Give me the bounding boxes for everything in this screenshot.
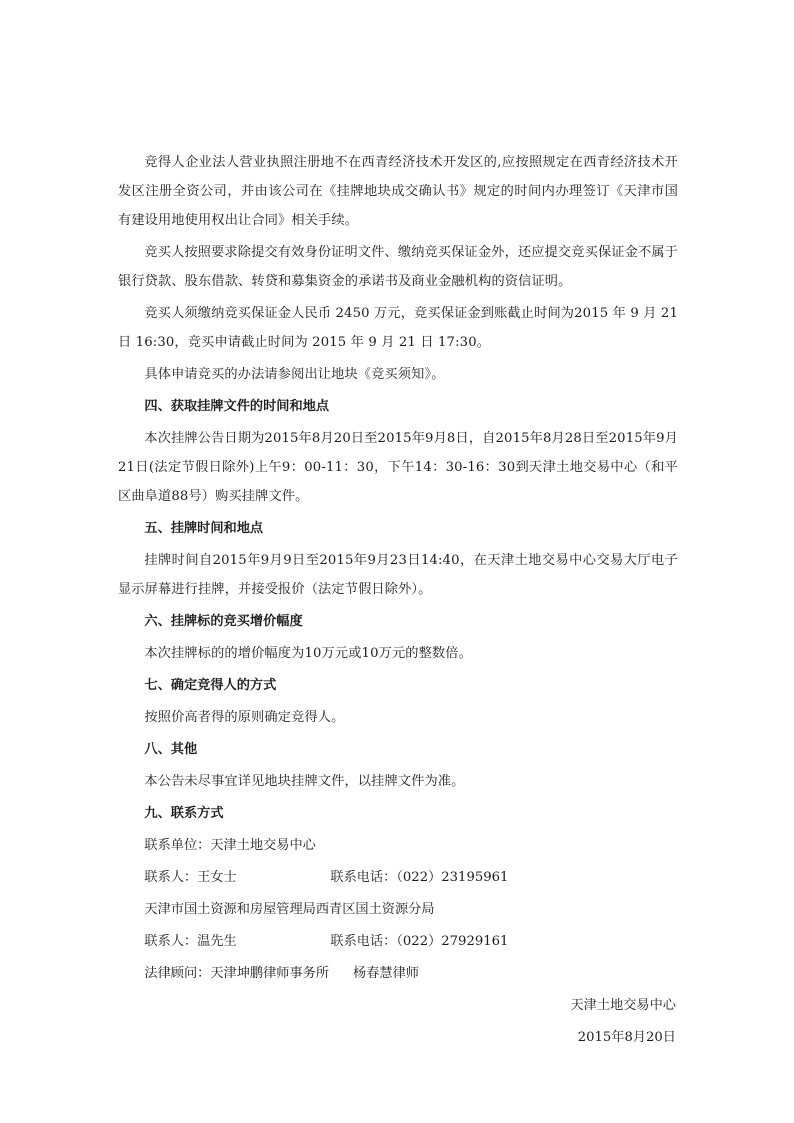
- contact-phone-2: 联系电话：（022）27929161: [330, 934, 509, 949]
- paragraph-requirements: 竞买人按照要求除提交有效身份证明文件、缴纳竞买保证金外，还应提交竞买保证金不属于银行贷款、股东借款、转贷和募集资金的承诺书及商业金融机构的资信证明。: [118, 245, 678, 289]
- contact-row-1: [118, 863, 678, 892]
- section-body-obtain-documents: 本次挂牌公告日期为2015年8月20日至2015年9月8日，自2015年8月28日至2015年9月21日(法定节假日除外)上午9：00-11：30，下午14：30-16：30到天津土地交易中心（和平区曲阜道88号）购买挂牌文件。: [118, 431, 678, 504]
- contact-row-2: [118, 927, 678, 956]
- section-body-listing-time: 挂牌时间自2015年9月9日至2015年9月23日14:40，在天津土地交易中心交易大厅电子显示屏幕进行挂牌，并接受报价（法定节假日除外）。: [118, 553, 678, 597]
- section-body-other: 本公告未尽事宜详见地块挂牌文件，以挂牌文件为准。: [144, 774, 465, 789]
- legal-lawyer: 杨春慧律师: [353, 966, 419, 981]
- section-heading-obtain-documents: 四、获取挂牌文件的时间和地点: [144, 399, 330, 414]
- section-heading-price-increment: 六、挂牌标的竞买增价幅度: [144, 614, 303, 629]
- signature-date: 2015年8月20日: [577, 1030, 676, 1045]
- document-page: [118, 148, 678, 1055]
- contact-unit-1: 联系单位：天津土地交易中心: [144, 838, 316, 853]
- paragraph-deposit: 竞买人须缴纳竞买保证金人民币 2450 万元，竞买保证金到账截止时间为2015 年 9 月 21 日 16:30，竞买申请截止时间为 2015 年 9 月 21 日 17:30。: [118, 306, 678, 350]
- paragraph-bidding-rules: 具体申请竞买的办法请参阅出让地块《竞买须知》。: [144, 367, 445, 382]
- section-heading-other: 八、其他: [144, 742, 198, 757]
- section-body-price-increment: 本次挂牌标的的增价幅度为10万元或10万元的整数倍。: [144, 646, 472, 661]
- section-heading-contact: 九、联系方式: [144, 806, 224, 821]
- legal-advisor-row: [118, 959, 678, 988]
- section-body-winner-method: 按照价高者得的原则确定竞得人。: [144, 710, 345, 725]
- contact-person-1: 联系人：王女士: [144, 870, 237, 885]
- paragraph-registration: 竞得人企业法人营业执照注册地不在西青经济技术开发区的,应按照规定在西青经济技术开发区注册全资公司，并由该公司在《挂牌地块成交确认书》规定的时间内办理签订《天津市国有建设用地使用权出让合同》相关手续。: [118, 155, 678, 228]
- section-heading-listing-time: 五、挂牌时间和地点: [144, 521, 264, 536]
- contact-unit-2: 天津市国土资源和房屋管理局西青区国土资源分局: [144, 902, 435, 917]
- contact-person-2: 联系人：温先生: [144, 934, 237, 949]
- signature-org: 天津土地交易中心: [570, 998, 676, 1013]
- legal-firm: 法律顾问：天津坤鹏律师事务所: [144, 966, 330, 981]
- section-heading-winner-method: 七、确定竞得人的方式: [144, 678, 277, 693]
- contact-phone-1: 联系电话：（022）23195961: [330, 870, 509, 885]
